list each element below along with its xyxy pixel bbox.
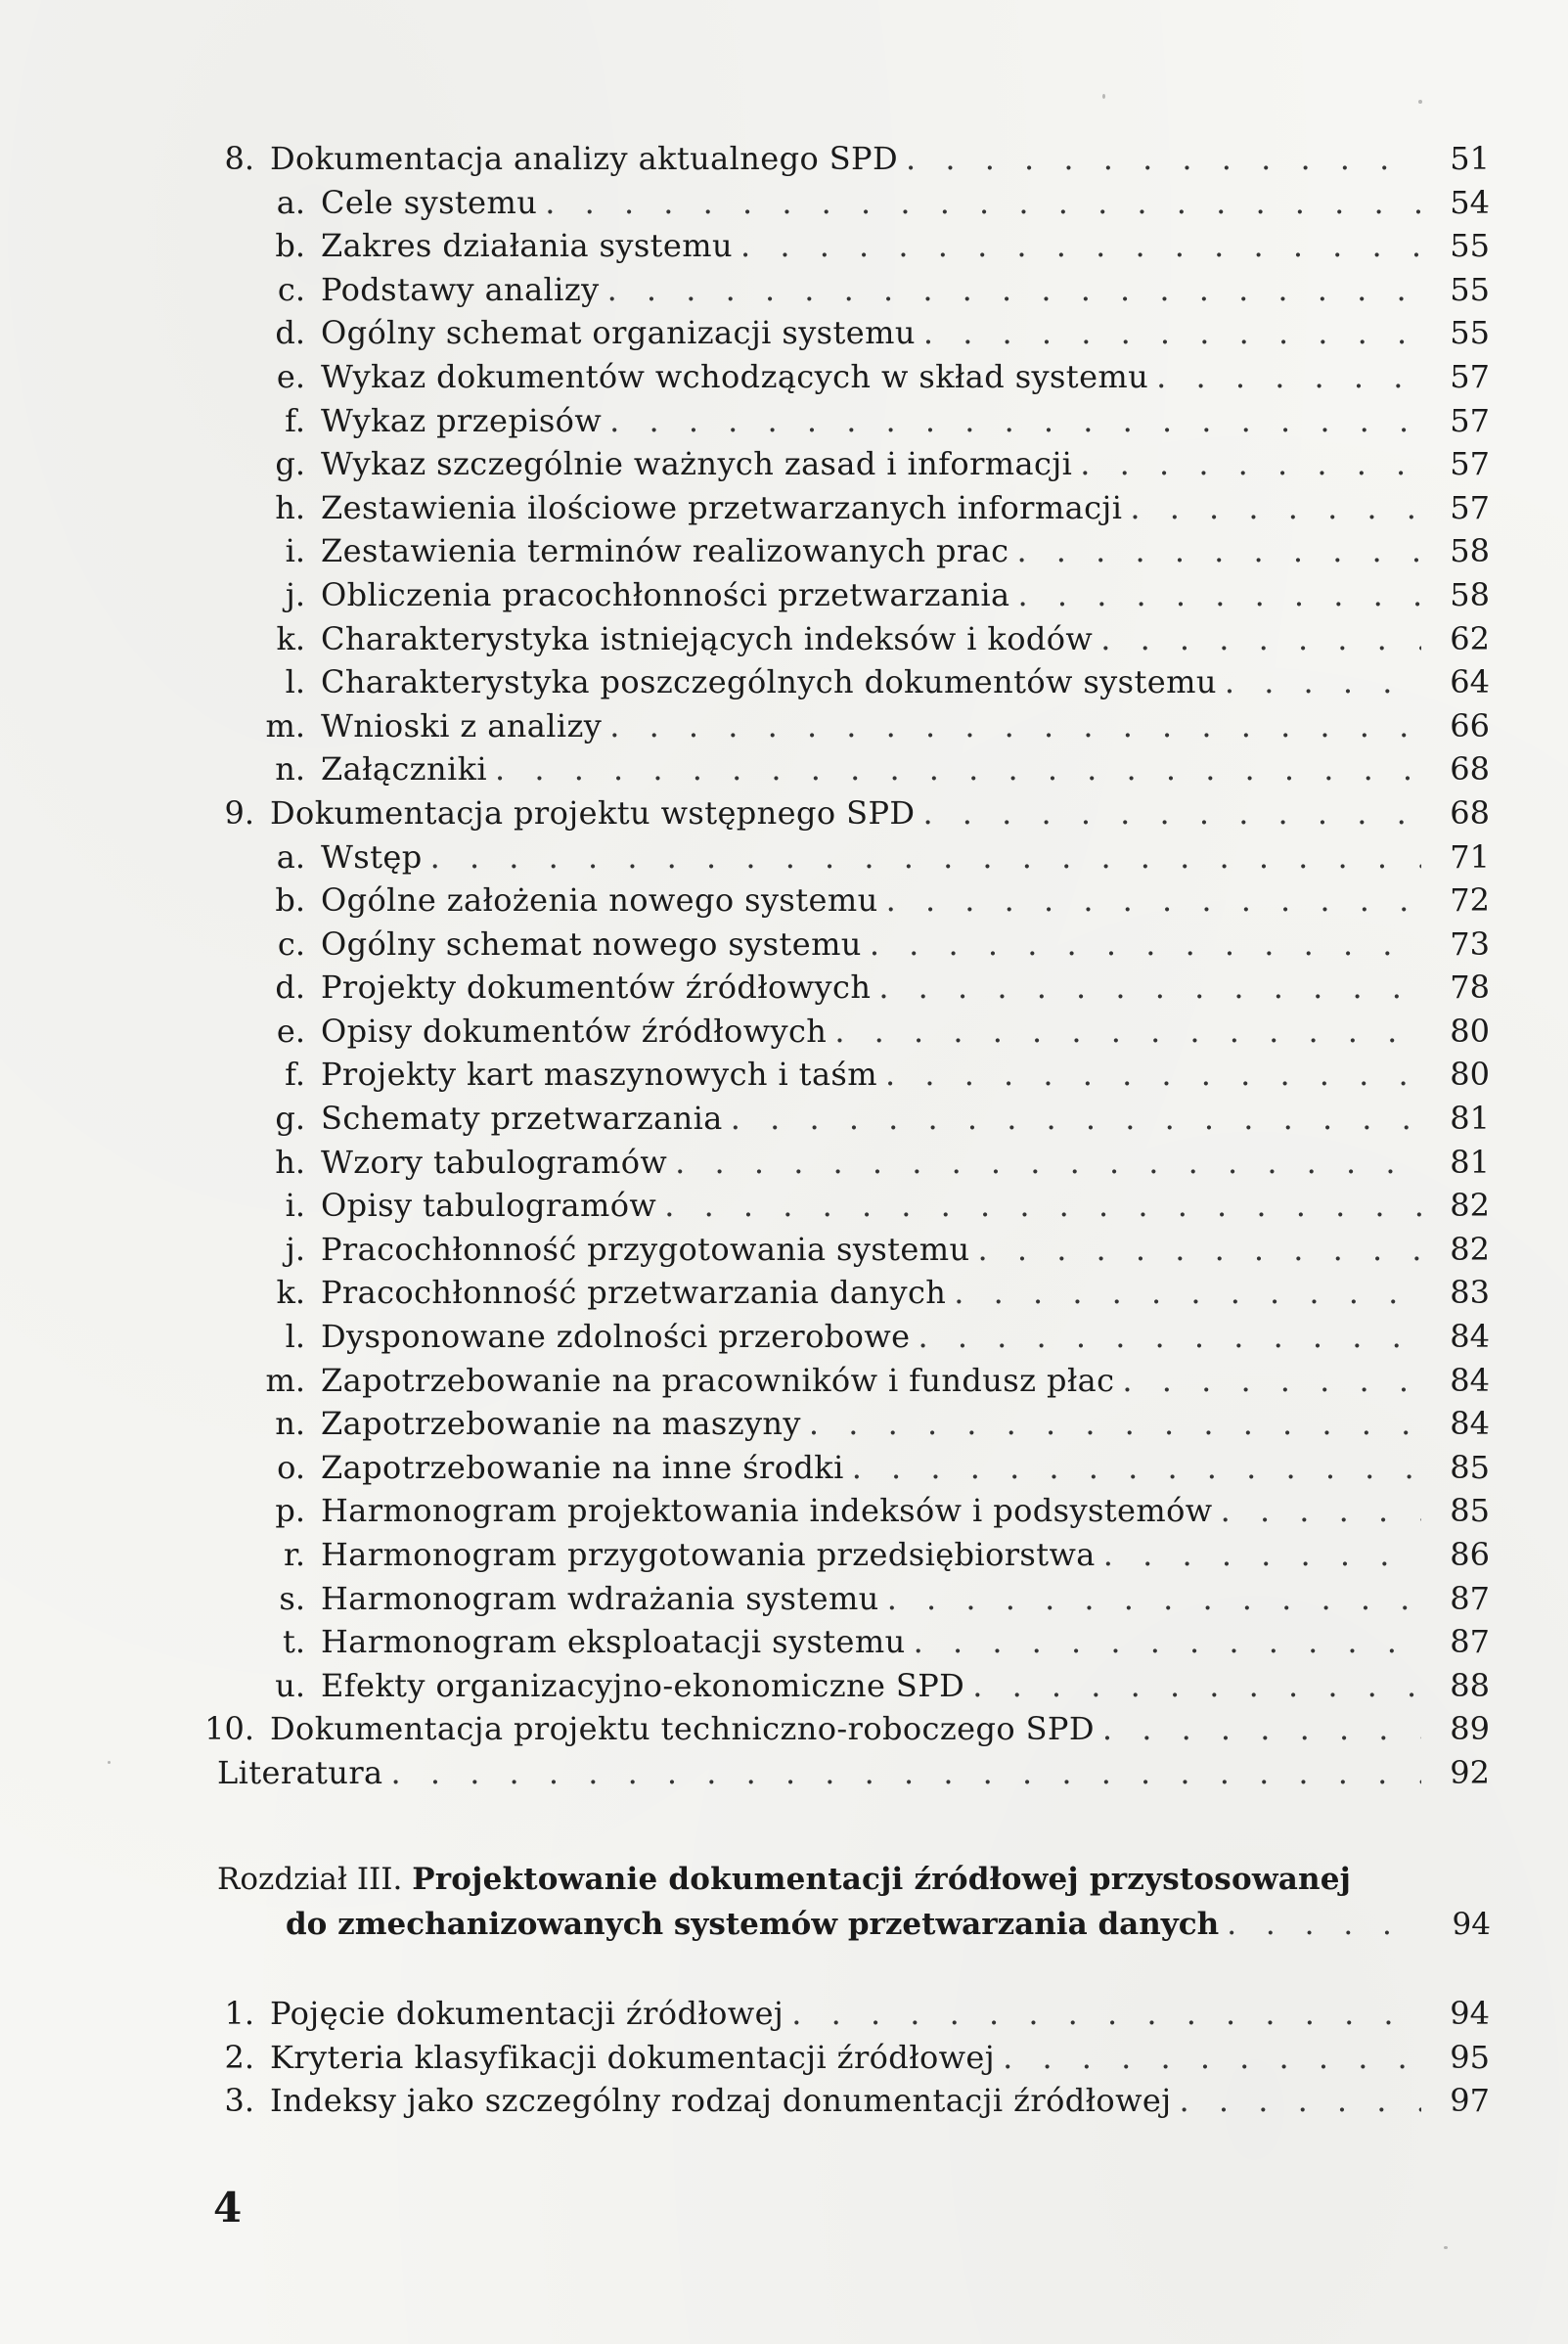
- toc-entry-line: [321, 486, 1490, 530]
- toc-entry: [213, 1620, 1490, 1664]
- toc-entry: [213, 1359, 1490, 1403]
- dot-leader: [607, 268, 1421, 312]
- toc-entry-number: s.: [279, 1579, 305, 1617]
- dot-leader: [675, 1141, 1421, 1185]
- dot-leader: [906, 137, 1421, 181]
- toc-entry-title: Wykaz szczególnie ważnych zasad i informacji: [321, 445, 1073, 483]
- dot-leader: [609, 704, 1421, 748]
- toc-entry-title: Ogólny schemat organizacji systemu: [321, 314, 916, 352]
- dot-leader: [852, 1446, 1421, 1490]
- toc-entry-line: [270, 1707, 1490, 1751]
- toc-entry-line: [321, 747, 1490, 791]
- toc-entry-page: 85: [1450, 1492, 1490, 1530]
- toc-entry-number: i.: [285, 532, 305, 570]
- toc-entry-page: 58: [1450, 575, 1490, 613]
- toc-entry-page: 82: [1450, 1230, 1490, 1268]
- chapter-title-line-2: do zmechanizowanych systemów przetwarzania danych: [286, 1907, 1220, 1942]
- toc-entry-line: [321, 1010, 1490, 1054]
- toc-entry-line: [217, 1751, 1490, 1795]
- toc-entry-page: 81: [1450, 1143, 1490, 1181]
- toc-entry-page: 92: [1450, 1753, 1490, 1791]
- toc-entry-page: 84: [1450, 1361, 1490, 1399]
- toc-entry: [204, 1707, 1490, 1751]
- toc-entry-title: Schematy przetwarzania: [321, 1100, 723, 1138]
- toc-entry-page: 57: [1450, 357, 1490, 395]
- toc-entry-line: [321, 529, 1490, 573]
- toc-entry: [213, 1184, 1490, 1228]
- toc-entry-page: 73: [1450, 924, 1490, 963]
- toc-entry-title: Opisy dokumentów źródłowych: [321, 1012, 828, 1050]
- toc-entry-title: Charakterystyka poszczególnych dokumentów systemu: [321, 663, 1217, 701]
- toc-entry-title: Harmonogram przygotowania przedsiębiorstwa: [321, 1536, 1096, 1573]
- dot-leader: [664, 1184, 1421, 1228]
- toc-entry: [213, 1315, 1490, 1359]
- toc-entry: [213, 399, 1490, 443]
- toc-entry-line: [270, 137, 1490, 181]
- toc-entry-title: Literatura: [217, 1753, 383, 1791]
- toc-entry-title: Wstęp: [321, 837, 423, 876]
- toc-entry-line: [321, 1228, 1490, 1272]
- chapter-page-number: 94: [1452, 1907, 1491, 1942]
- chapter-line-1: [217, 1857, 1491, 1902]
- toc-entry: [213, 660, 1490, 704]
- toc-entry-page: 55: [1450, 270, 1490, 308]
- toc-entry-page: 78: [1450, 969, 1490, 1007]
- dot-leader: [954, 1271, 1421, 1315]
- toc-entry-page: 66: [1450, 706, 1490, 744]
- toc-entry-line: [321, 1446, 1490, 1490]
- toc-entry: [213, 2036, 1490, 2080]
- toc-entry-line: [270, 791, 1490, 835]
- toc-entry-number: r.: [284, 1536, 305, 1573]
- dot-leader: [1122, 1359, 1421, 1403]
- toc-entry-page: 80: [1450, 1056, 1490, 1094]
- toc-entry-page: 62: [1450, 619, 1490, 657]
- toc-entry-number: c.: [277, 270, 305, 308]
- toc-entry-line: [321, 1620, 1490, 1664]
- toc-entry-line: [321, 1577, 1490, 1621]
- toc-entry-page: 80: [1450, 1012, 1490, 1050]
- toc-entry-title: Pracochłonność przygotowania systemu: [321, 1230, 970, 1268]
- toc-entry-title: Harmonogram eksploatacji systemu: [321, 1623, 906, 1661]
- dot-leader: [922, 791, 1421, 835]
- toc-entry-line: [321, 879, 1490, 923]
- dot-leader: [740, 224, 1421, 268]
- toc-entry-title: Pracochłonność przetwarzania danych: [321, 1274, 947, 1312]
- toc-entry-number: m.: [265, 706, 305, 744]
- toc-entry-title: Kryteria klasyfikacji dokumentacji źródłowej: [270, 2038, 996, 2076]
- toc-entry-line: [321, 660, 1490, 704]
- toc-entry: [213, 573, 1490, 617]
- toc-entry-number: k.: [276, 1274, 305, 1312]
- toc-entry-page: 88: [1450, 1666, 1490, 1704]
- toc-entry-line: [321, 704, 1490, 748]
- toc-entry-line: [321, 1664, 1490, 1708]
- toc-entry-number: 3.: [224, 2082, 254, 2120]
- toc-entry-title: Obliczenia pracochłonności przetwarzania: [321, 575, 1010, 613]
- toc-entry-number: i.: [285, 1187, 305, 1225]
- dot-leader: [495, 747, 1421, 791]
- dot-leader: [1221, 1489, 1421, 1533]
- dot-leader: [809, 1402, 1421, 1446]
- toc-entry-number: n.: [275, 1405, 305, 1443]
- toc-entry: [213, 1664, 1490, 1708]
- toc-entry: [213, 268, 1490, 312]
- toc-entry-page: 89: [1450, 1710, 1490, 1748]
- dot-leader: [1180, 2079, 1421, 2123]
- toc-entry-number: g.: [275, 1100, 305, 1138]
- toc-entry-line: [321, 1489, 1490, 1533]
- toc-entry: [213, 617, 1490, 661]
- toc-entry-page: 64: [1450, 663, 1490, 701]
- dot-leader: [1102, 1707, 1421, 1751]
- toc-entry-title: Harmonogram wdrażania systemu: [321, 1579, 879, 1617]
- toc-entry-number: h.: [275, 488, 305, 526]
- toc-entry: [213, 966, 1490, 1010]
- toc-entry-number: u.: [275, 1666, 305, 1704]
- dot-leader: [1016, 529, 1421, 573]
- toc-entry: [213, 747, 1490, 791]
- toc-entry-page: 68: [1450, 793, 1490, 832]
- toc-entry-line: [321, 1315, 1490, 1359]
- toc-entry-line: [321, 923, 1490, 967]
- toc-entry-line: [321, 1271, 1490, 1315]
- toc-entry-page: 82: [1450, 1187, 1490, 1225]
- dot-leader: [731, 1097, 1421, 1141]
- toc-entry-title: Harmonogram projektowania indeksów i podsystemów: [321, 1492, 1213, 1530]
- dot-leader: [885, 1053, 1421, 1097]
- toc-entry-title: Cele systemu: [321, 183, 538, 221]
- paper-speck: [1444, 2246, 1448, 2249]
- toc-entry-line: [270, 2079, 1490, 2123]
- toc-entry: [213, 355, 1490, 399]
- toc-entry-number: e.: [276, 357, 305, 395]
- toc-entry-title: Projekty dokumentów źródłowych: [321, 969, 872, 1007]
- toc-entry-line: [321, 617, 1490, 661]
- toc-entry-number: 2.: [224, 2038, 254, 2076]
- toc-entry: [213, 1010, 1490, 1054]
- dot-leader: [791, 1992, 1421, 2036]
- toc-entry-title: Zestawienia ilościowe przetwarzanych informacji: [321, 488, 1123, 526]
- toc-entry: [213, 181, 1490, 225]
- dot-leader: [1080, 442, 1421, 486]
- toc-entry-number: 9.: [224, 793, 254, 832]
- toc-entry-title: Charakterystyka istniejących indeksów i kodów: [321, 619, 1094, 657]
- toc-entry-title: Zakres działania systemu: [321, 227, 734, 265]
- toc-entry: [213, 835, 1490, 879]
- toc-entry-number: j.: [285, 1230, 305, 1268]
- toc-entry: [213, 2079, 1490, 2123]
- toc-entry: [213, 1992, 1490, 2036]
- toc-entry-page: 57: [1450, 445, 1490, 483]
- toc-entry-page: 87: [1450, 1623, 1490, 1661]
- toc-entry: [213, 1271, 1490, 1315]
- toc-entry: [213, 1577, 1490, 1621]
- toc-entry-number: g.: [275, 445, 305, 483]
- toc-entry-line: [321, 1184, 1490, 1228]
- toc-entry: [213, 442, 1490, 486]
- toc-entry: [213, 1402, 1490, 1446]
- toc-entry-page: 51: [1450, 140, 1490, 177]
- chapter-heading: [217, 1857, 1491, 1947]
- toc-entry-title: Opisy tabulogramów: [321, 1187, 657, 1225]
- toc-entry-number: j.: [285, 575, 305, 613]
- toc-entry-line: [321, 966, 1490, 1010]
- dot-leader: [1100, 617, 1421, 661]
- toc-entry-line: [321, 181, 1490, 225]
- toc-entry: [213, 1489, 1490, 1533]
- toc-entry-title: Zestawienia terminów realizowanych prac: [321, 532, 1009, 570]
- toc-entry-number: a.: [276, 183, 305, 221]
- toc-entry-title: Pojęcie dokumentacji źródłowej: [270, 1995, 784, 2032]
- dot-leader: [918, 1315, 1421, 1359]
- toc-entry: [213, 1751, 1490, 1795]
- dot-leader: [1130, 486, 1421, 530]
- toc-entry-page: 97: [1450, 2082, 1490, 2120]
- toc-entry-page: 84: [1450, 1405, 1490, 1443]
- toc-entry-line: [321, 835, 1490, 879]
- toc-entry-page: 95: [1450, 2038, 1490, 2076]
- toc-entry-title: Wykaz dokumentów wchodzących w skład systemu: [321, 357, 1149, 395]
- chapter-line-2: [217, 1902, 1491, 1947]
- toc-entry: [213, 791, 1490, 835]
- toc-entry: [213, 486, 1490, 530]
- dot-leader: [834, 1010, 1421, 1054]
- dot-leader: [1003, 2036, 1421, 2080]
- toc-entry-page: 57: [1450, 401, 1490, 439]
- toc-entry: [213, 879, 1490, 923]
- toc-entry-number: p.: [275, 1492, 305, 1530]
- toc-entry-page: 86: [1450, 1536, 1490, 1573]
- toc-entry-page: 68: [1450, 750, 1490, 789]
- dot-leader: [1018, 573, 1421, 617]
- page-number: 4: [213, 2184, 243, 2231]
- toc-entry: [213, 1228, 1490, 1272]
- toc-entry-line: [321, 268, 1490, 312]
- dot-leader: [545, 181, 1421, 225]
- toc-entry: [213, 137, 1490, 181]
- toc-entry-line: [321, 1097, 1490, 1141]
- toc-entry-page: 84: [1450, 1318, 1490, 1356]
- toc-entry-number: a.: [276, 837, 305, 876]
- toc-entry-number: t.: [282, 1623, 305, 1661]
- toc-entry: [213, 1533, 1490, 1577]
- toc-entry-page: 58: [1450, 532, 1490, 570]
- toc-entry-title: Dokumentacja projektu wstępnego SPD: [270, 793, 916, 832]
- toc-entry-line: [321, 1533, 1490, 1577]
- toc-entry-title: Indeksy jako szczególny rodzaj donumentacji źródłowej: [270, 2082, 1172, 2120]
- toc-entry-page: 83: [1450, 1274, 1490, 1312]
- toc-entry-title: Zapotrzebowanie na pracowników i fundusz płac: [321, 1361, 1115, 1399]
- dot-leader: [978, 1228, 1422, 1272]
- toc-entry-page: 87: [1450, 1579, 1490, 1617]
- toc-entry-number: 8.: [224, 140, 254, 177]
- toc-entry: [213, 1053, 1490, 1097]
- toc-entry-page: 55: [1450, 314, 1490, 352]
- toc-entry-number: f.: [285, 1056, 305, 1094]
- dot-leader: [1103, 1533, 1421, 1577]
- toc-entry-title: Wzory tabulogramów: [321, 1143, 668, 1181]
- dot-leader: [609, 399, 1421, 443]
- toc-entry-line: [321, 1141, 1490, 1185]
- toc-entry-title: Ogólny schemat nowego systemu: [321, 924, 862, 963]
- toc-entry-line: [321, 442, 1490, 486]
- toc-entry-line: [321, 573, 1490, 617]
- chapter-title-line-1: Projektowanie dokumentacji źródłowej przystosowanej: [412, 1862, 1352, 1897]
- toc-entry-page: 57: [1450, 488, 1490, 526]
- dot-leader: [914, 1620, 1421, 1664]
- toc-entry-title: Ogólne założenia nowego systemu: [321, 881, 878, 920]
- toc-entry-title: Dokumentacja projektu techniczno-roboczego SPD: [270, 1710, 1095, 1748]
- dot-leader: [1227, 1902, 1422, 1947]
- toc-entry-title: Podstawy analizy: [321, 270, 600, 308]
- toc-entry-line: [321, 311, 1490, 355]
- dot-leader: [886, 879, 1421, 923]
- toc-entry-title: Załączniki: [321, 750, 488, 789]
- toc-entry-line: [270, 2036, 1490, 2080]
- toc-entry-number: m.: [265, 1361, 305, 1399]
- toc-entry: [213, 1446, 1490, 1490]
- dot-leader: [430, 835, 1421, 879]
- toc-entry-number: k.: [276, 619, 305, 657]
- dot-leader: [972, 1664, 1421, 1708]
- toc-entry: [213, 923, 1490, 967]
- dot-leader: [923, 311, 1421, 355]
- toc-entry-number: d.: [275, 969, 305, 1007]
- toc-entry-number: c.: [277, 924, 305, 963]
- toc-entry-title: Projekty kart maszynowych i taśm: [321, 1056, 877, 1094]
- toc-entry-title: Efekty organizacyjno-ekonomiczne SPD: [321, 1666, 965, 1704]
- toc-entry-number: l.: [285, 1318, 305, 1356]
- toc-entry-title: Wykaz przepisów: [321, 401, 603, 439]
- toc-entry-line: [321, 355, 1490, 399]
- chapter-contents: [213, 1992, 1490, 2123]
- toc-entry-number: b.: [275, 881, 305, 920]
- toc-entry-page: 94: [1450, 1995, 1490, 2032]
- toc-entry-line: [321, 1359, 1490, 1403]
- chapter-label: Rozdział III.: [217, 1862, 403, 1897]
- toc-entry-line: [321, 1402, 1490, 1446]
- toc-entry: [213, 311, 1490, 355]
- toc-entry-line: [321, 1053, 1490, 1097]
- toc-entry-title: Zapotrzebowanie na maszyny: [321, 1405, 801, 1443]
- toc-entry-number: b.: [275, 227, 305, 265]
- toc-entry-line: [270, 1992, 1490, 2036]
- toc-entry-page: 72: [1450, 881, 1490, 920]
- toc-entry-page: 81: [1450, 1100, 1490, 1138]
- toc-entry-page: 55: [1450, 227, 1490, 265]
- toc-entry-number: h.: [275, 1143, 305, 1181]
- toc-entry-number: f.: [285, 401, 305, 439]
- dot-leader: [1225, 660, 1421, 704]
- paper-speck: [1418, 100, 1422, 104]
- toc-entry: [213, 529, 1490, 573]
- toc-entry: [213, 1141, 1490, 1185]
- toc-entry-line: [321, 224, 1490, 268]
- table-of-contents: [204, 137, 1490, 1795]
- toc-entry-title: Dokumentacja analizy aktualnego SPD: [270, 140, 899, 177]
- toc-entry-number: n.: [275, 750, 305, 789]
- toc-entry-number: 1.: [224, 1995, 254, 2032]
- toc-entry: [213, 704, 1490, 748]
- dot-leader: [887, 1577, 1421, 1621]
- toc-entry-line: [321, 399, 1490, 443]
- dot-leader: [878, 966, 1421, 1010]
- toc-entry-page: 71: [1450, 837, 1490, 876]
- toc-entry-title: Wnioski z analizy: [321, 706, 603, 744]
- toc-entry-title: Dysponowane zdolności przerobowe: [321, 1318, 911, 1356]
- toc-entry-page: 85: [1450, 1448, 1490, 1486]
- toc-entry: [213, 1097, 1490, 1141]
- toc-entry-number: l.: [285, 663, 305, 701]
- toc-entry-page: 54: [1450, 183, 1490, 221]
- dot-leader: [391, 1751, 1422, 1795]
- toc-entry: [213, 224, 1490, 268]
- paper-speck: [108, 1761, 111, 1764]
- toc-entry-number: e.: [276, 1012, 305, 1050]
- toc-entry-number: 10.: [204, 1710, 254, 1748]
- toc-entry-title: Zapotrzebowanie na inne środki: [321, 1448, 844, 1486]
- dot-leader: [870, 923, 1421, 967]
- dot-leader: [1156, 355, 1421, 399]
- paper-speck: [1102, 94, 1105, 99]
- toc-entry-number: d.: [275, 314, 305, 352]
- toc-entry-number: o.: [277, 1448, 305, 1486]
